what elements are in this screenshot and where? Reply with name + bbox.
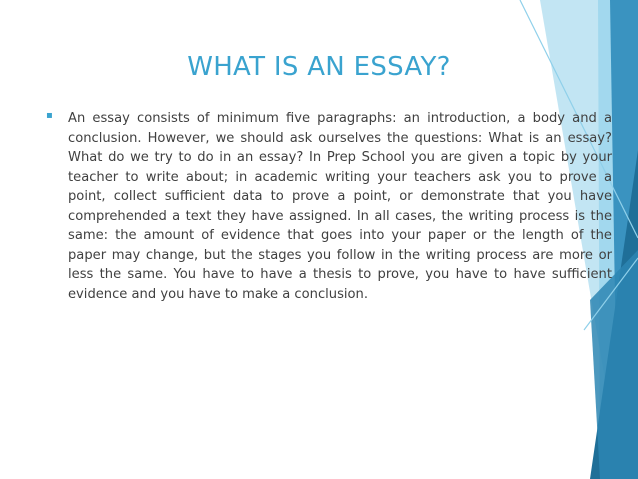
slide-body	[46, 109, 612, 304]
bullet-icon: ▪	[46, 110, 53, 121]
bullet-paragraph: An essay consists of minimum five paragraphs: an introduction, a body and a conclusion. However, we should ask ourselves the questions: What is an essay? What do we try to do in an essay? In Prep School you are given a topic by your teacher to write about; in academic writing your teachers ask you to prove a point, collect sufficient data to prove a point, or demonstrate that you have comprehended a text they have assigned. In all cases, the writing process is the same: the amount of evidence that goes into your paper or the length of the paper may change, but the stages you follow in the writing process are more or less the same. You have to have a thesis to prove, you have to have sufficient evidence and you have to make a conclusion.	[68, 111, 612, 302]
slide-title: WHAT IS AN ESSAY?	[187, 52, 451, 82]
